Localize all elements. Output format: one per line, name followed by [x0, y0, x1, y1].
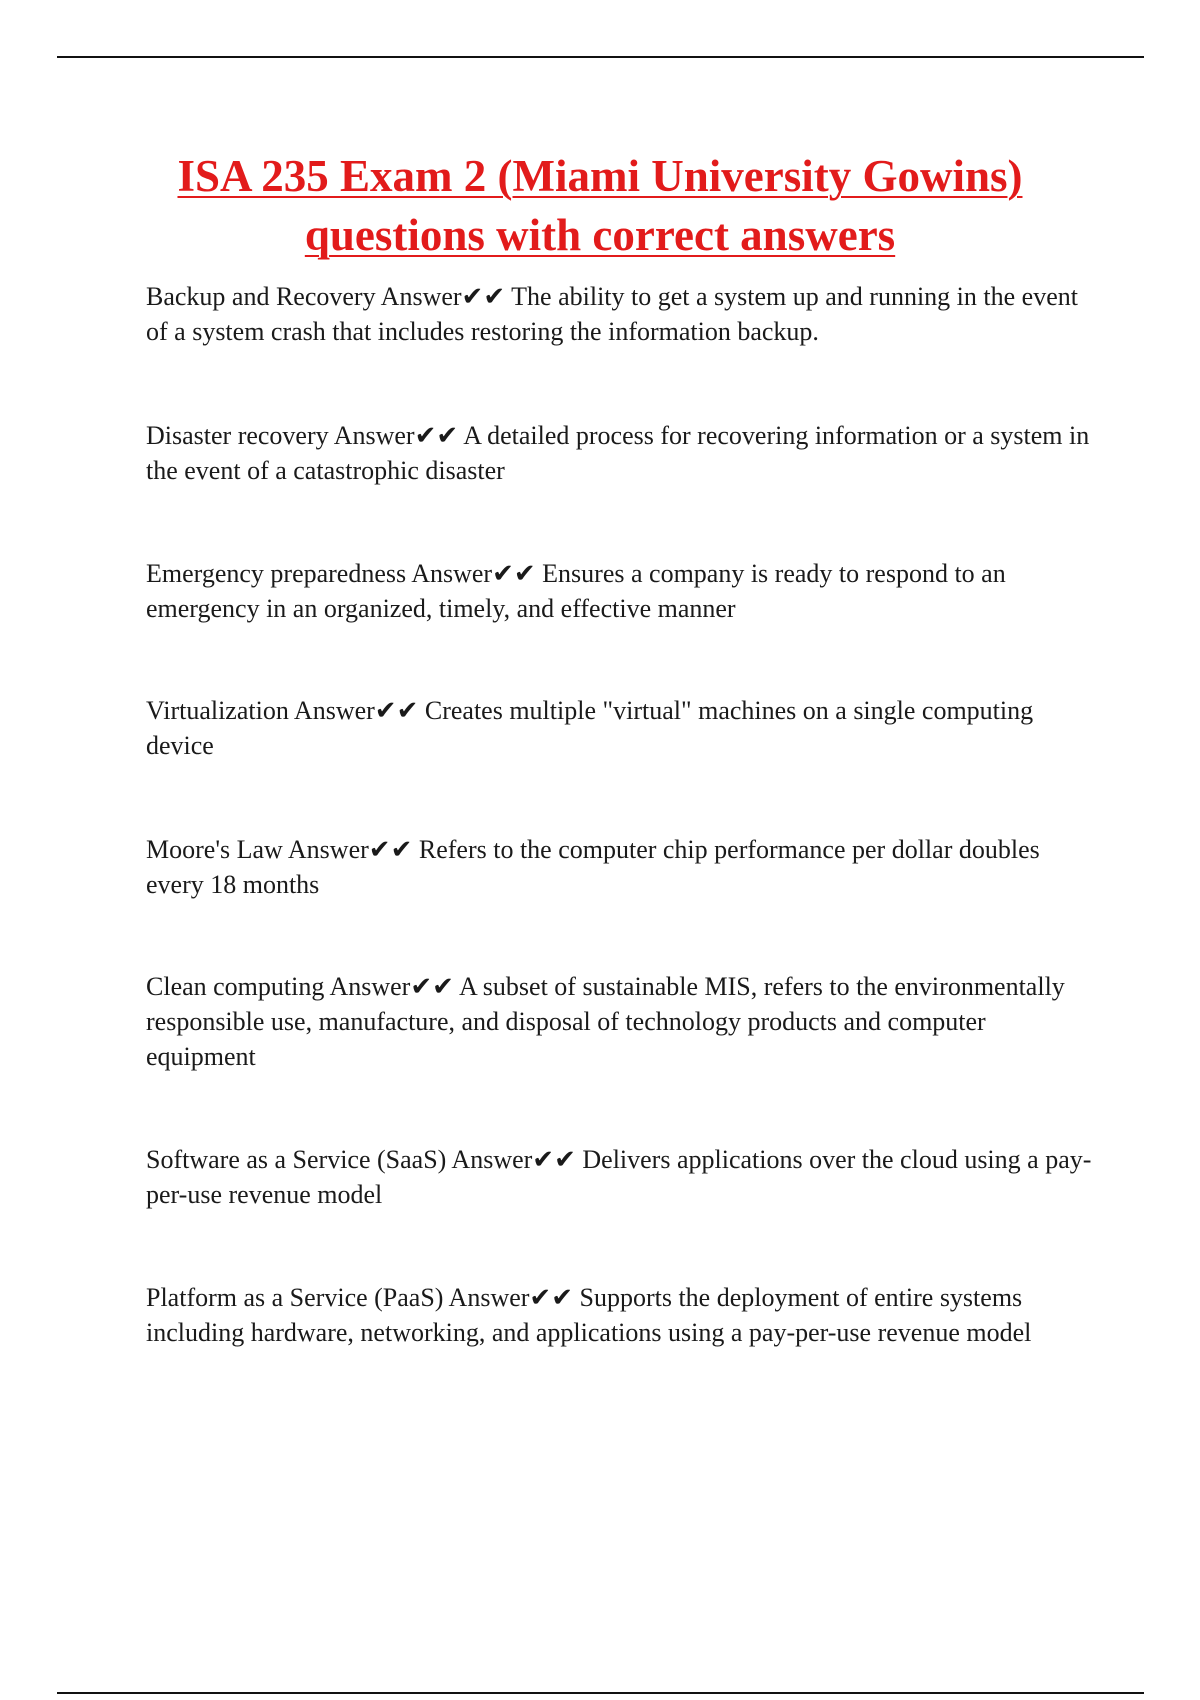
qa-answer-label: Answer [287, 835, 369, 864]
qa-item [146, 969, 1096, 1074]
qa-term: Virtualization [146, 696, 289, 725]
qa-item [146, 1142, 1096, 1212]
qa-item [146, 279, 1096, 349]
qa-item [146, 693, 1096, 763]
qa-answer-label: Answer [411, 559, 493, 588]
qa-item [146, 832, 1096, 902]
qa-answer-label: Answer [448, 1283, 530, 1312]
qa-term: Backup and Recovery [146, 282, 376, 311]
double-check-icon: ✔✔ [492, 559, 536, 588]
qa-term: Clean computing [146, 972, 325, 1001]
qa-item [146, 418, 1096, 488]
qa-answer-label: Answer [329, 972, 411, 1001]
qa-definition: The ability to get a system up and running in the event of a system crash that includes restoring the information backup. [146, 282, 1078, 346]
qa-answer-label: Answer [333, 421, 415, 450]
qa-term: Moore's Law [146, 835, 283, 864]
double-check-icon: ✔✔ [461, 282, 506, 311]
double-check-icon: ✔✔ [410, 972, 454, 1001]
qa-answer-label: Answer [293, 696, 375, 725]
qa-definition: A detailed process for recovering information or a system in the event of a catastrophic disaster [146, 421, 1090, 485]
qa-term: Emergency preparedness [146, 559, 407, 588]
bottom-rule [57, 1692, 1144, 1694]
double-check-icon: ✔✔ [532, 1145, 576, 1174]
qa-definition: Creates multiple "virtual" machines on a single computing device [146, 696, 1034, 760]
qa-answer-label: Answer [451, 1145, 533, 1174]
qa-definition: Ensures a company is ready to respond to an emergency in an organized, timely, and effective manner [146, 559, 1006, 623]
qa-definition: Delivers applications over the cloud using a pay-per-use revenue model [146, 1145, 1092, 1209]
qa-definition: A subset of sustainable MIS, refers to the environmentally responsible use, manufacture, and disposal of technology products and computer equipment [146, 972, 1065, 1071]
document-title: ISA 235 Exam 2 (Miami University Gowins) questions with correct answers [177, 151, 1023, 260]
double-check-icon: ✔✔ [529, 1283, 573, 1312]
qa-term: Disaster recovery [146, 421, 329, 450]
qa-term: Platform as a Service (PaaS) [146, 1283, 444, 1312]
top-rule [57, 56, 1144, 58]
double-check-icon: ✔✔ [414, 421, 459, 450]
qa-definition: Supports the deployment of entire systems including hardware, networking, and applications using a pay-per-use revenue model [146, 1283, 1032, 1347]
qa-definition: Refers to the computer chip performance per dollar doubles every 18 months [146, 835, 1040, 899]
qa-term: Software as a Service (SaaS) [146, 1145, 447, 1174]
qa-item [146, 1280, 1096, 1350]
double-check-icon: ✔✔ [374, 696, 419, 725]
qa-answer-label: Answer [380, 282, 462, 311]
qa-item [146, 556, 1096, 626]
double-check-icon: ✔✔ [368, 835, 413, 864]
